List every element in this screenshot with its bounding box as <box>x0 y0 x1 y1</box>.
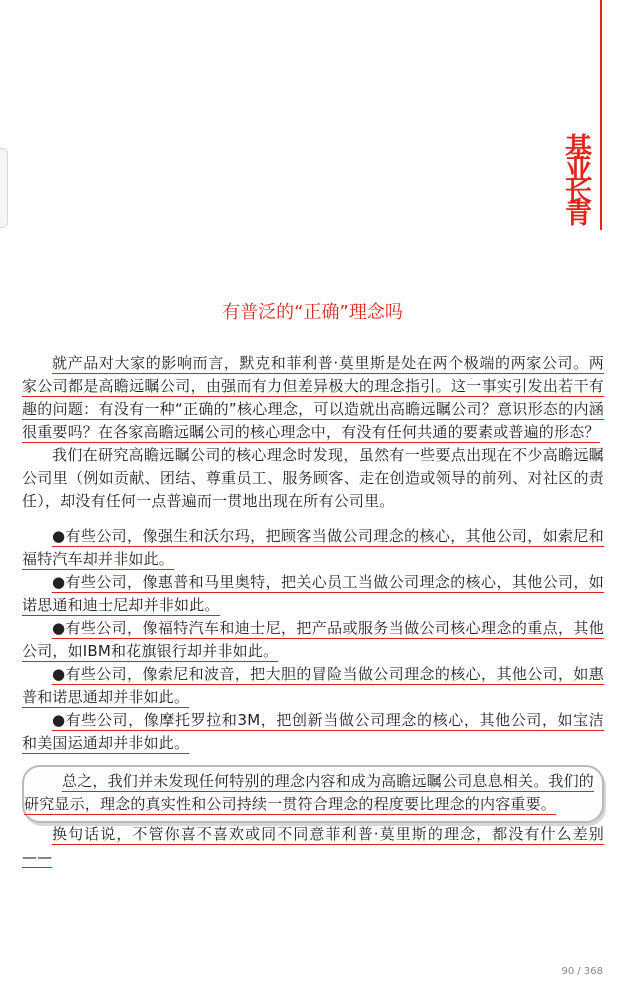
highlighted-text[interactable]: ●有些公司，像强生和沃尔玛，把顾客当做公司理念的核心，其他公司，如索尼和福特汽车却并非如此。 <box>22 527 604 568</box>
book-title-vertical <box>561 133 595 230</box>
paragraph <box>22 352 604 444</box>
list-item <box>22 571 604 617</box>
list-item <box>22 525 604 571</box>
bullet-list <box>22 525 604 755</box>
page-number: 90 / 368 <box>561 966 603 977</box>
side-panel-tab[interactable] <box>0 148 8 228</box>
book-title-char: 业 <box>565 155 591 186</box>
list-item <box>22 709 604 755</box>
book-title-char: 长 <box>565 177 591 208</box>
page-content <box>22 352 604 869</box>
paragraph <box>22 823 604 869</box>
paragraph-text: 我们在研究高瞻远瞩公司的核心理念时发现，虽然有一些要点出现在不少高瞻远瞩公司里（例如贡献、团结、尊重员工、服务顾客、走在创造或领导的前列、对社区的责任），却没有任何一点普遍而一贯地出现在所有公司里。 <box>22 446 604 510</box>
summary-paragraph <box>24 770 594 816</box>
highlighted-text[interactable]: ●有些公司，像摩托罗拉和3M，把创新当做公司理念的核心，其他公司，如宝洁和美国运通却并非如此。 <box>22 711 604 752</box>
list-item <box>22 617 604 663</box>
highlighted-text[interactable]: ●有些公司，像惠普和马里奥特，把关心员工当做公司理念的核心，其他公司，如诺思通和迪士尼却并非如此。 <box>22 573 604 614</box>
highlighted-text[interactable]: ●有些公司，像福特汽车和迪士尼，把产品或服务当做公司核心理念的重点，其他公司，如IBM和花旗银行却并非如此。 <box>22 619 604 660</box>
book-title-char: 基 <box>565 133 591 164</box>
highlighted-text[interactable]: 总之，我们并未发现任何特别的理念内容和成为高瞻远瞩公司息息相关。我们的研究显示，理念的真实性和公司持续一贯符合理念的程度要比理念的内容重要。 <box>24 772 595 813</box>
section-title: 有普泛的“正确”理念吗 <box>222 302 403 323</box>
highlighted-text[interactable]: 换句话说，不管你喜不喜欢或同不同意菲利普·莫里斯的理念，都没有什么差别—— <box>22 825 604 866</box>
list-item <box>22 663 604 709</box>
book-title-char: 青 <box>565 199 591 230</box>
paragraph <box>22 444 604 513</box>
summary-annotation-box[interactable] <box>22 765 604 823</box>
highlighted-text[interactable]: ●有些公司，像索尼和波音，把大胆的冒险当做公司理念的核心，其他公司，如惠普和诺思通却并非如此。 <box>22 665 604 706</box>
chapter-rule <box>600 0 602 230</box>
highlighted-text[interactable]: 就产品对大家的影响而言，默克和菲利普·莫里斯是处在两个极端的两家公司。两家公司都是高瞻远瞩公司，由强而有力但差异极大的理念指引。这一事实引发出若干有趣的问题：有没有一种“正确的”核心理念，可以造就出高瞻远瞩公司？意识形态的内涵很重要吗？在各家高瞻远瞩公司的核心理念中，有没有任何共通的要素或普遍的形态？ <box>22 354 604 441</box>
